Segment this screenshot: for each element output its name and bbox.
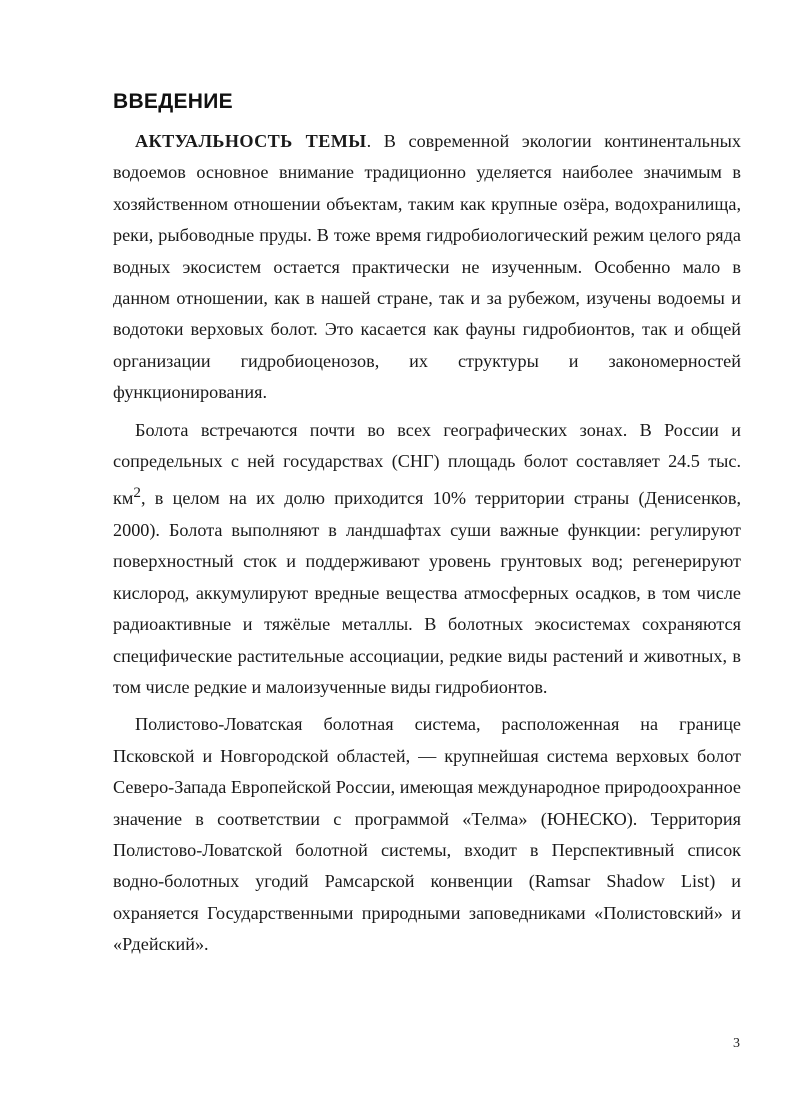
body-text [113,126,741,967]
paragraph-lead: АКТУАЛЬНОСТЬ ТЕМЫ [135,131,367,151]
paragraph-text: , в целом на их долю приходится 10% территории страны (Денисенков, 2000). Болота выполняют в ландшафтах суши важные функции: регулируют поверхностный сток и поддерживают уровень грунтовых вод; регенерируют кислород, аккумулируют вредные вещества атмосферных осадков, в том числе радиоактивные и тяжёлые металлы. В болотных экосистемах сохраняются специфические растительные ассоциации, редкие виды растений и животных, в том числе редкие и малоизученные виды гидробионтов. [113,488,741,697]
paragraph-text: . В современной экологии континентальных водоемов основное внимание традиционно уделяется наиболее значимым в хозяйственном отношении объектам, таким как крупные озёра, водохранилища, реки, рыбоводные пруды. В тоже время гидробиологический режим целого ряда водных экосистем остается практически не изученным. Особенно мало в данном отношении, как в нашей стране, так и за рубежом, изучены водоемы и водотоки верховых болот. Это касается как фауны гидробионтов, так и общей организации гидробиоценозов, их структуры и закономерностей функционирования. [113,131,741,403]
paragraph-polistovo [113,709,741,960]
paragraph-text: Болота встречаются почти во всех географических зонах. В России и сопредельных с ней государствах (СНГ) площадь болот составляет 24.5 тыс. км [113,419,741,509]
page-number: 3 [733,1036,740,1051]
section-heading: ВВЕДЕНИЕ [113,90,233,113]
superscript: 2 [133,484,141,502]
paragraph-text: Полистово-Ловатская болотная система, расположенная на границе Псковской и Новгородской областей, — крупнейшая система верховых болот Северо-Запада Европейской России, имеющая международное природоохранное значение в соответствии с программой «Телма» (ЮНЕСКО). Территория Полистово-Ловатской болотной системы, входит в Перспективный список водно-болотных угодий Рамсарской конвенции (Ramsar Shadow List) и охраняется Государственными природными заповедниками «Полистовский» и «Рдейский». [113,714,741,955]
paragraph-bogs [113,415,741,704]
paragraph-relevance [113,126,741,409]
